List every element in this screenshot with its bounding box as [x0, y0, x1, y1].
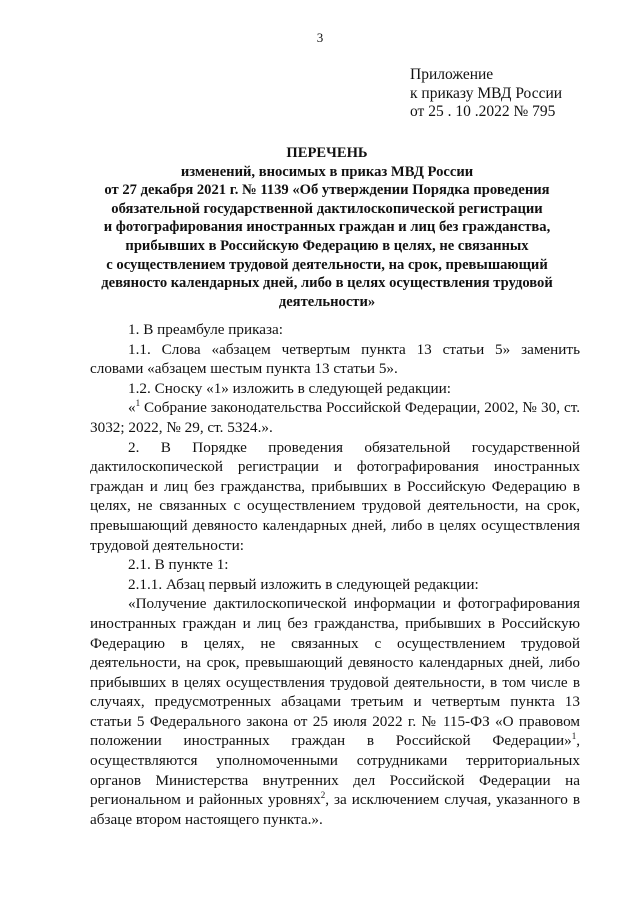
title-line: девяносто календарных дней, либо в целях осуществления трудовой	[101, 275, 553, 292]
quoted-text-part-3: , за исключением случая, указанного в абзаце втором настоящего пункта.».	[90, 791, 580, 828]
appendix-order-reference: к приказу МВД России	[410, 84, 563, 102]
title-line: деятельности»	[278, 293, 376, 310]
footnote-open-quote: «	[128, 399, 136, 417]
title-line: и фотографирования иностранных граждан и лиц без гражданства,	[103, 219, 551, 236]
quoted-text-part-1: «Получение дактилоскопической информации и фотографирования иностранных граждан и лиц без гражданства, прибывших в Российскую Федерацию в целях, не связанных с осуществлением трудовой деятельности, на срок, превышающий девяносто календарных дней, либо прибывших в целях осуществления трудовой деятельности, в том числе в случаях, предусмотренных абзацами третьим и четвертым пункта 13 статьи 5 Федерального закона от 25 июля 2022 г. № 115-ФЗ «О правовом положении иностранных граждан в Российской Федерации»	[90, 595, 580, 750]
title-line: от 27 декабря 2021 г. № 1139 «Об утверждении Порядка проведения	[104, 182, 550, 199]
paragraph-2-1: 2.1. В пункте 1:	[128, 556, 229, 574]
title-line: обязательной государственной дактилоскопической регистрации	[111, 200, 543, 217]
paragraph-1: 1. В преамбуле приказа:	[128, 321, 284, 338]
paragraph-1-1: 1.1. Слова «абзацем четвертым пункта 13 статьи 5» заменить словами «абзацем шестым пункта 13 статьи 5».	[90, 340, 580, 378]
appendix-order-date-number: от 25 . 10 .2022 № 795	[410, 103, 556, 120]
paragraph-2: 2. В Порядке проведения обязательной государственной дактилоскопической регистрации и фотографирования иностранных граждан и лиц без гражданства, прибывших в Российскую Федерацию в целях, не связанных с осуществлением трудовой деятельности, на срок, превышающий девяносто календарных дней, либо в целях осуществления трудовой деятельности:	[90, 438, 580, 554]
footnote-marker-2: 2	[320, 790, 326, 801]
footnote-marker-1: 1	[571, 731, 577, 742]
document-body	[90, 320, 580, 829]
title-line: изменений, вносимых в приказ МВД России	[180, 163, 474, 180]
quoted-new-text	[90, 594, 580, 829]
paragraph-2-1-1: 2.1.1. Абзац первый изложить в следующей редакции:	[128, 575, 479, 593]
page-number: 3	[316, 30, 324, 45]
paragraph-1-2: 1.2. Сноску «1» изложить в следующей редакции:	[128, 379, 452, 397]
footnote-text	[90, 398, 580, 437]
document-title	[80, 144, 574, 311]
title-heading: ПЕРЕЧЕНЬ	[286, 145, 368, 161]
appendix-label: Приложение	[410, 66, 494, 83]
title-line: с осуществлением трудовой деятельности, на срок, превышающий	[106, 256, 548, 273]
footnote-body: Собрание законодательства Российской Федерации, 2002, № 30, ст. 3032; 2022, № 29, ст. 5324.».	[90, 399, 580, 436]
quoted-text-part-2: , осуществляются уполномоченными сотрудниками территориальных органов Министерства внутренних дел Российской Федерации на региональном и районных уровнях	[90, 732, 580, 809]
footnote-marker: 1	[135, 398, 141, 409]
appendix-header	[410, 66, 562, 122]
title-line: прибывших в Российскую Федерацию в целях, не связанных	[125, 237, 529, 254]
